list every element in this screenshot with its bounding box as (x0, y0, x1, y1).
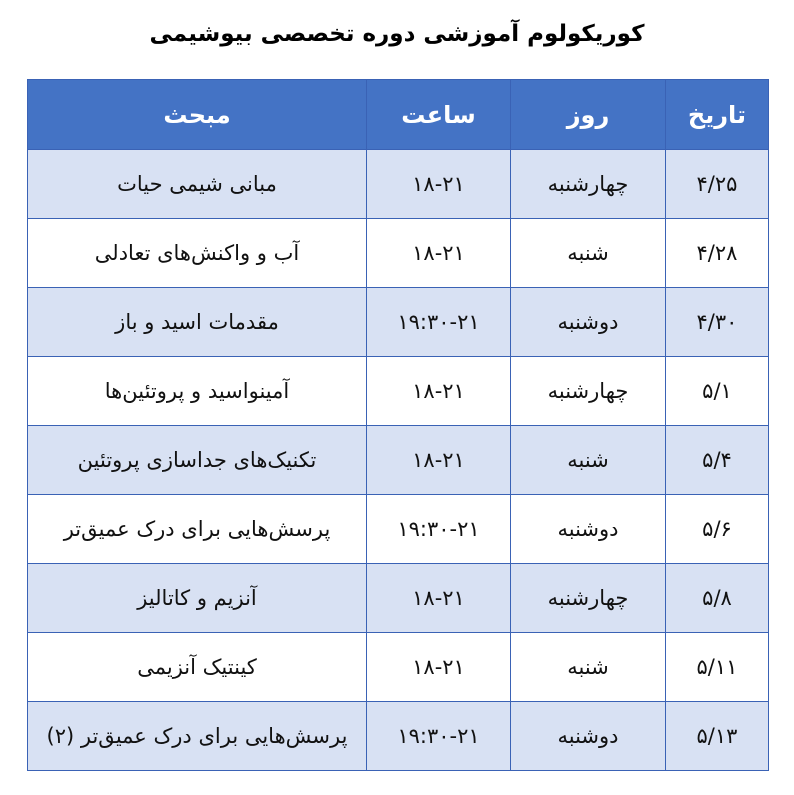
cell-time: ۱۸-۲۱ (367, 426, 511, 495)
cell-topic: آنزیم و کاتالیز (28, 564, 367, 633)
table-row (28, 150, 769, 219)
cell-topic: آمینواسید و پروتئین‌ها (28, 357, 367, 426)
cell-time: ۱۸-۲۱ (367, 219, 511, 288)
table-row (28, 564, 769, 633)
table-row (28, 702, 769, 771)
table-row (28, 357, 769, 426)
table-row (28, 426, 769, 495)
table-row (28, 495, 769, 564)
cell-topic: پرسش‌هایی برای درک عمیق‌تر (28, 495, 367, 564)
table-row (28, 219, 769, 288)
cell-date: ۴/۲۸ (666, 219, 769, 288)
cell-day: چهارشنبه (511, 564, 666, 633)
table-header (28, 80, 769, 150)
cell-day: دوشنبه (511, 495, 666, 564)
cell-topic: تکنیک‌های جداسازی پروتئین (28, 426, 367, 495)
header-topic: مبحث (28, 80, 367, 150)
cell-day: دوشنبه (511, 288, 666, 357)
header-row (28, 80, 769, 150)
cell-time: ۱۸-۲۱ (367, 564, 511, 633)
cell-date: ۴/۳۰ (666, 288, 769, 357)
table-row (28, 288, 769, 357)
cell-time: ۱۸-۲۱ (367, 357, 511, 426)
cell-date: ۵/۶ (666, 495, 769, 564)
header-date: تاریخ (666, 80, 769, 150)
page-title: کوریکولوم آموزشی دوره تخصصی بیوشیمی (149, 21, 645, 47)
cell-time: ۱۸-۲۱ (367, 633, 511, 702)
cell-day: چهارشنبه (511, 357, 666, 426)
cell-date: ۵/۱۳ (666, 702, 769, 771)
cell-day: چهارشنبه (511, 150, 666, 219)
cell-time: ۱۸-۲۱ (367, 150, 511, 219)
cell-time: ۱۹:۳۰-۲۱ (367, 495, 511, 564)
cell-date: ۴/۲۵ (666, 150, 769, 219)
cell-topic: پرسش‌هایی برای درک عمیق‌تر (۲) (28, 702, 367, 771)
cell-date: ۵/۴ (666, 426, 769, 495)
cell-date: ۵/۱۱ (666, 633, 769, 702)
cell-day: شنبه (511, 219, 666, 288)
cell-day: شنبه (511, 426, 666, 495)
cell-topic: آب و واکنش‌های تعادلی (28, 219, 367, 288)
cell-topic: مبانی شیمی حیات (28, 150, 367, 219)
cell-topic: کینتیک آنزیمی (28, 633, 367, 702)
header-time: ساعت (367, 80, 511, 150)
cell-date: ۵/۸ (666, 564, 769, 633)
curriculum-table (27, 79, 769, 771)
cell-day: دوشنبه (511, 702, 666, 771)
cell-topic: مقدمات اسید و باز (28, 288, 367, 357)
cell-day: شنبه (511, 633, 666, 702)
cell-time: ۱۹:۳۰-۲۱ (367, 288, 511, 357)
header-day: روز (511, 80, 666, 150)
cell-date: ۵/۱ (666, 357, 769, 426)
table-row (28, 633, 769, 702)
cell-time: ۱۹:۳۰-۲۱ (367, 702, 511, 771)
table-body (28, 150, 769, 771)
